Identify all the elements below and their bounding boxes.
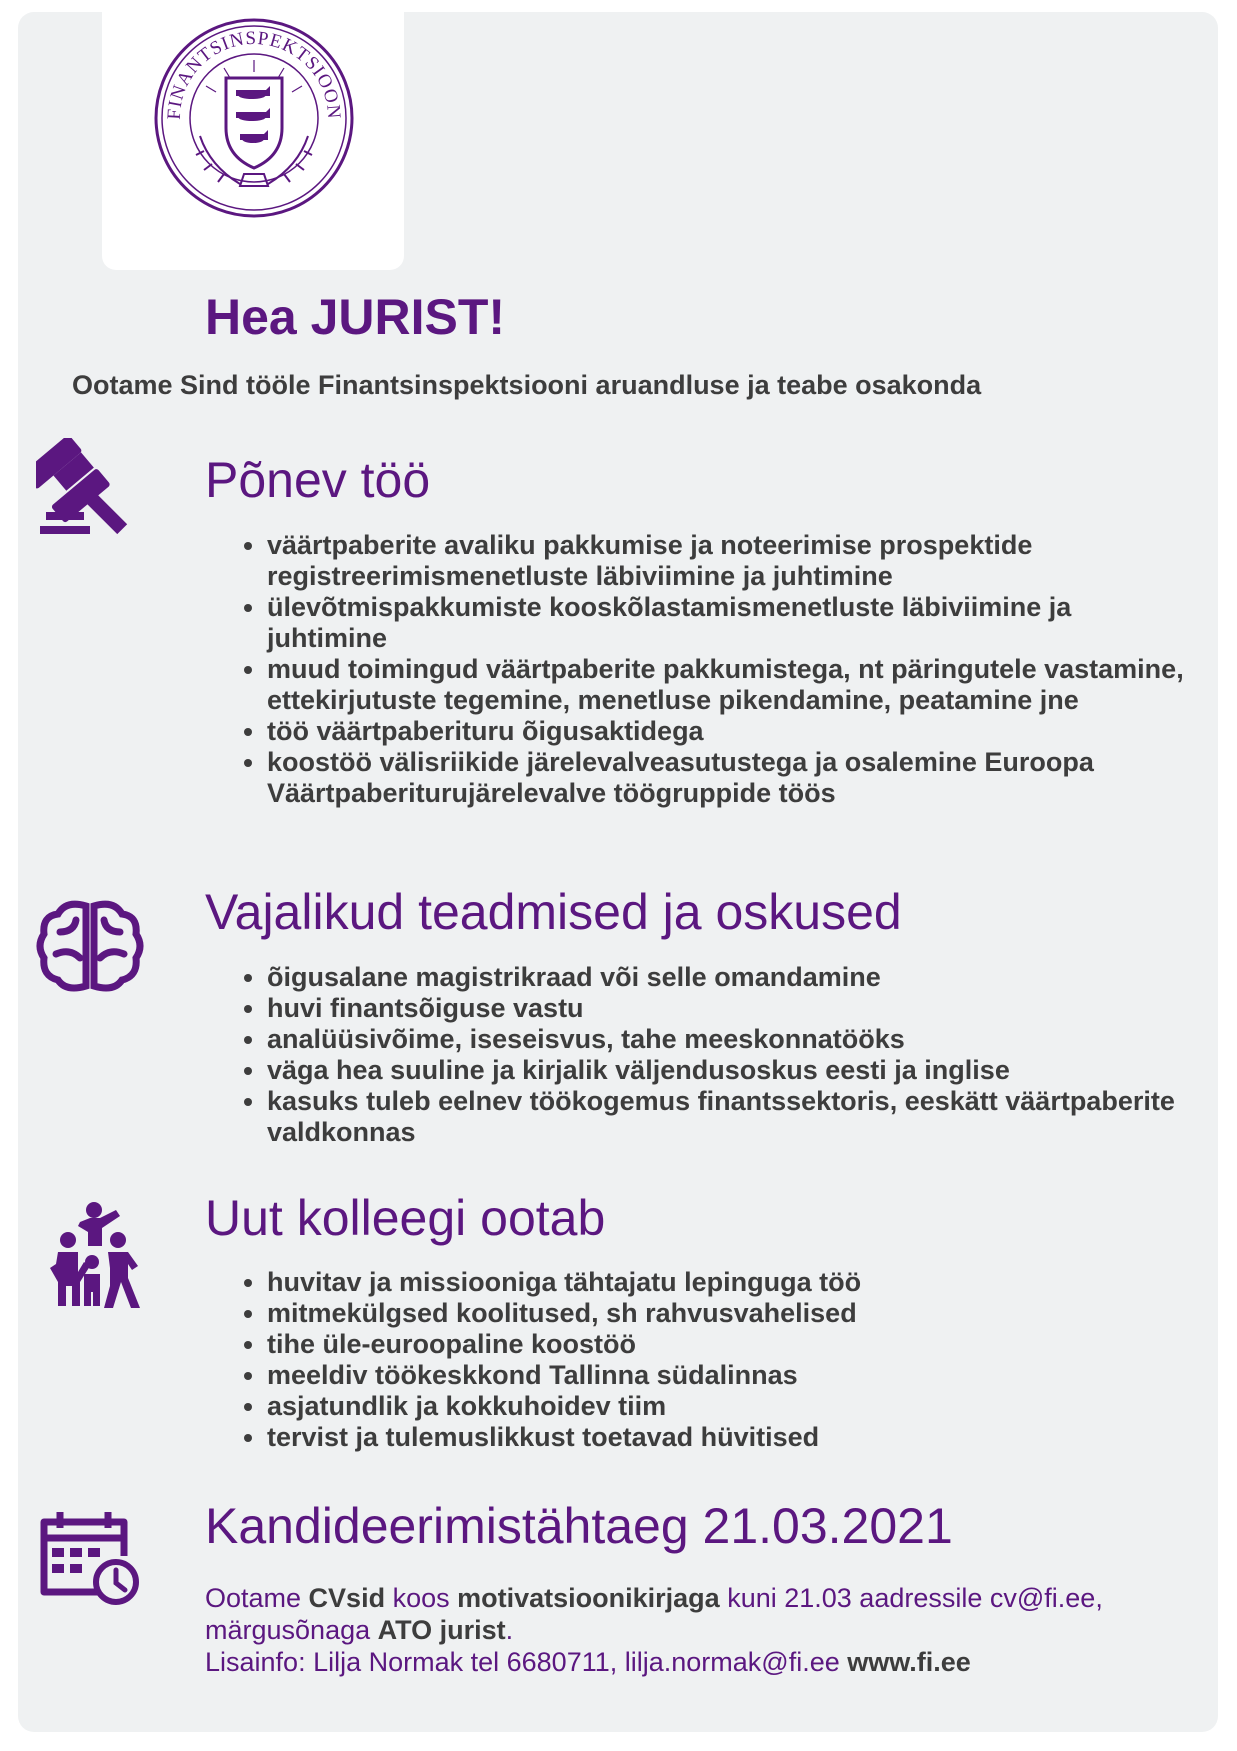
poster-card — [18, 12, 1218, 1732]
list-teadmised — [205, 962, 1187, 1148]
bold-motivatsioonikiri: motivatsioonikirjaga — [457, 1583, 720, 1613]
list-item: • ülevõtmispakkumiste kooskõlastamismenetluste läbiviimine ja juhtimine — [267, 592, 1187, 654]
list-item: • tihe üle-euroopaline koostöö — [267, 1329, 1187, 1360]
svg-text:FINANTSINSPEKTSIOON: FINANTSINSPEKTSIOON — [163, 27, 345, 121]
list-item: • väärtpaberite avaliku pakkumise ja noteerimise prospektide registreerimismenetluste läbiviimine ja juhtimine — [267, 530, 1187, 592]
bold-keyword: ATO jurist — [377, 1615, 506, 1645]
text-span: . — [505, 1615, 514, 1645]
deadline-line2 — [205, 1615, 513, 1645]
list-item: • asjatundlik ja kokkuhoidev tiim — [267, 1391, 1187, 1422]
greeting-heading: Hea JURIST! — [205, 289, 506, 345]
section-title-uut-kolleegi: Uut kolleegi ootab — [205, 1190, 606, 1246]
list-item: • väga hea suuline ja kirjalik väljendusoskus eesti ja inglise — [267, 1055, 1187, 1086]
list-item: • koostöö välisriikide järelevalveasutustega ja osalemine Euroopa Väärtpaberiturujärelevalve töögruppide töös — [267, 747, 1187, 809]
calendar-clock-icon — [36, 1510, 142, 1606]
deadline-line3 — [205, 1647, 971, 1677]
text-span: koos — [385, 1583, 458, 1613]
text-span: Ootame — [205, 1583, 309, 1613]
brain-icon — [36, 898, 144, 994]
list-uut-kolleegi — [205, 1267, 1187, 1453]
text-span: kuni 21.03 aadressile cv@fi.ee, — [719, 1583, 1103, 1613]
text-span: Lisainfo: Lilja Normak tel 6680711, lilja.normak@fi.ee — [205, 1647, 848, 1677]
intro-text: Ootame Sind tööle Finantsinspektsiooni aruandluse ja teabe osakonda — [72, 370, 982, 400]
list-item: • õigusalane magistrikraad või selle omandamine — [267, 962, 1187, 993]
list-item: • analüüsivõime, iseseisvus, tahe meeskonnatööks — [267, 1024, 1187, 1055]
deadline-line1 — [205, 1583, 1103, 1613]
gavel-icon — [36, 438, 136, 536]
list-ponev-too — [205, 530, 1187, 809]
list-item: • mitmekülgsed koolitused, sh rahvusvahelised — [267, 1298, 1187, 1329]
section-title-deadline: Kandideerimistähtaeg 21.03.2021 — [205, 1498, 953, 1554]
list-item: • huvi finantsõiguse vastu — [267, 993, 1187, 1024]
list-item: • huvitav ja missiooniga tähtajatu lepinguga töö — [267, 1267, 1187, 1298]
section-title-teadmised: Vajalikud teadmised ja oskused — [205, 884, 902, 940]
website-link[interactable]: www.fi.ee — [847, 1647, 971, 1677]
teamwork-icon — [36, 1200, 146, 1308]
list-item: • töö väärtpaberituru õigusaktidega — [267, 716, 1187, 747]
list-item: • muud toimingud väärtpaberite pakkumistega, nt päringutele vastamine, ettekirjutuste tegemine, menetluse pikendamine, peatamine jne — [267, 654, 1187, 716]
text-span: märgusõnaga — [205, 1615, 378, 1645]
deadline-text — [205, 1582, 1215, 1678]
list-item: • meeldiv töökeskkond Tallinna südalinnas — [267, 1360, 1187, 1391]
bold-cvsid: CVsid — [308, 1583, 386, 1613]
list-item: • kasuks tuleb eelnev töökogemus finantssektoris, eeskätt väärtpaberite valdkonnas — [267, 1086, 1187, 1148]
logo-box — [102, 0, 404, 270]
list-item: • tervist ja tulemuslikkust toetavad hüvitised — [267, 1422, 1187, 1453]
finantsinspektsioon-seal-logo — [152, 16, 356, 220]
section-title-ponev-too: Põnev töö — [205, 452, 431, 508]
